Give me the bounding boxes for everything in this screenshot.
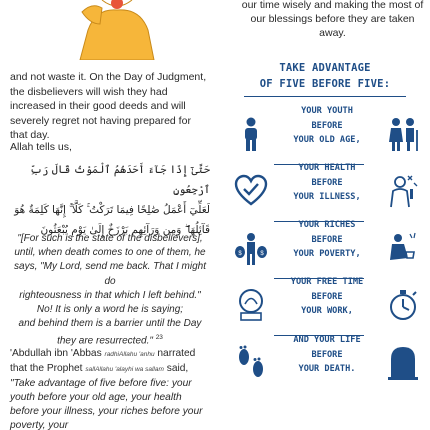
item-text (270, 275, 384, 319)
item-text (270, 333, 384, 377)
title-line-2: OF FIVE BEFORE FIVE: (259, 78, 391, 90)
hadith-said-text: said, (163, 363, 189, 374)
narrator-name: 'Abdullah ibn 'Abbas (10, 348, 102, 359)
svg-text:$: $ (260, 251, 264, 257)
left-column (0, 0, 212, 430)
footnote-marker: 23 (155, 334, 163, 342)
item-riches (230, 218, 422, 280)
hadith-paragraph (10, 347, 212, 430)
item-before: BEFORE (311, 234, 343, 245)
arabic-line: حَتَّىٰٓ إِذَا جَآءَ أَحَدَهُمُ ٱلْمَوْتُ قَالَ رَبِّ ٱرْجِعُونِ (30, 164, 210, 196)
item-loss: YOUR OLD AGE, (293, 135, 361, 145)
paragraph-blessings: our time wisely and making the most of our blessings before they are taken away. (241, 0, 424, 39)
item-loss: YOUR ILLNESS, (293, 192, 361, 202)
item-loss: YOUR POVERTY, (293, 249, 361, 259)
honorific-prophet: sallAllahu 'alayhi wa sallam (85, 366, 164, 373)
item-blessing: YOUR FREE TIME (290, 277, 364, 287)
item-before: BEFORE (311, 291, 343, 302)
verse-translation (10, 232, 210, 349)
heart-icon (234, 173, 268, 209)
prayer-mat-icon (234, 287, 268, 323)
sick-person-icon (386, 173, 420, 209)
title-divider (244, 96, 406, 97)
infographic-title (230, 60, 420, 92)
hadith-quote: "Take advantage of five before five: your youth before your old age, your health before your illness, your riches before your poverty, your (10, 378, 203, 430)
stopwatch-icon (386, 287, 420, 323)
item-youth (230, 104, 422, 166)
paragraph-allah-tells: Allah tells us, (10, 141, 72, 153)
person-illustration (62, 0, 172, 60)
item-loss: YOUR WORK, (301, 306, 353, 316)
item-text (270, 161, 384, 205)
item-loss: YOUR DEATH. (298, 364, 356, 374)
item-before: BEFORE (311, 177, 343, 188)
paragraph-judgment: and not waste it. On the Day of Judgment, the disbelievers will wish they had increased in their good deeds and will severely regret not having prepared for that day. (10, 71, 207, 141)
quote-line: righteousness in that which I left behind." (19, 289, 201, 301)
youth-icon (234, 116, 268, 152)
quote-line: No! It is only a word he is saying; (36, 304, 184, 316)
item-free-time (230, 275, 422, 337)
item-blessing: AND YOUR LIFE (293, 335, 361, 345)
hadith-mid-text: narrated that the Prophet (10, 348, 196, 374)
item-before: BEFORE (311, 120, 343, 131)
quote-line: "[For such is the state of the disbelievers], (17, 233, 203, 244)
item-blessing: YOUR HEALTH (298, 163, 356, 173)
quote-line: says, "My Lord, send me back. That I might do (14, 261, 206, 287)
beggar-icon (386, 230, 420, 266)
elderly-couple-icon (386, 116, 420, 152)
arabic-line: لَعَلِّيٓ أَعْمَلُ صَٰلِحًا فِيمَا تَرَكْتُ ۚ كَلَّآ ۚ إِنَّهَا كَلِمَةٌ هُوَ (14, 204, 210, 216)
item-health (230, 161, 422, 223)
honorific-narrator: radhiAllahu 'anhu (104, 351, 155, 358)
item-text (270, 218, 384, 262)
quote-line-text: they are resurrected." (57, 335, 153, 347)
footprints-icon (234, 345, 268, 381)
item-life (230, 333, 422, 395)
arabic-line: قَآئِلُهَا ۖ وَمِن وَرَآئِهِم بَرْزَخٌ إِلَىٰ يَوْمِ يُبْعَثُونَ (40, 224, 210, 236)
item-before: BEFORE (311, 349, 343, 360)
svg-text:$: $ (238, 251, 242, 257)
item-text (270, 104, 384, 148)
title-line-1: TAKE ADVANTAGE (279, 62, 371, 74)
item-blessing: YOUR RICHES (298, 220, 356, 230)
tombstone-icon (386, 345, 420, 381)
quote-line: until, when death comes to one of them, he (14, 247, 206, 259)
quote-line: and behind them is a barrier until the Day (18, 318, 202, 330)
item-blessing: YOUR YOUTH (301, 106, 353, 116)
right-column (222, 0, 430, 430)
money-bags-icon (234, 230, 268, 266)
arabic-verse (14, 160, 210, 240)
